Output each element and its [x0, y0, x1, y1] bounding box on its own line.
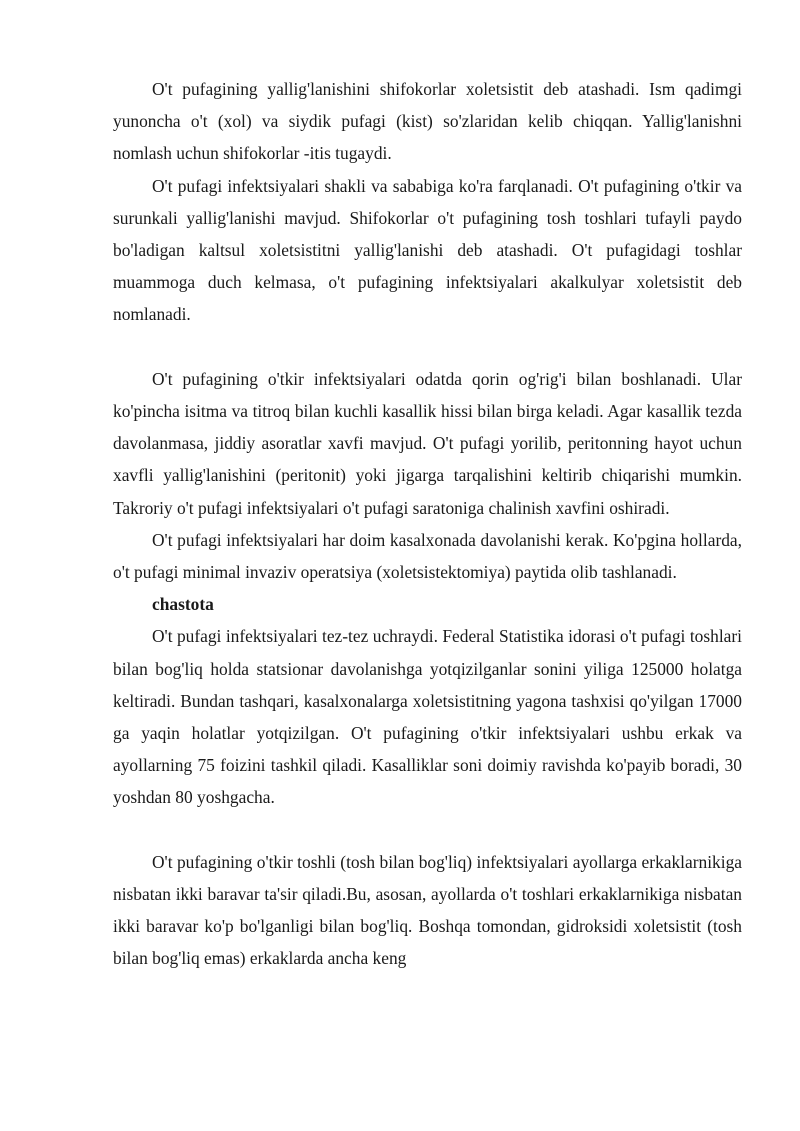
paragraph-gender: O't pufagining o'tkir toshli (tosh bilan bog'liq) infektsiyalari ayollarga erkaklarnikiga nisbatan ikki baravar ta'sir qiladi.Bu, asosan, ayollarda o't toshlari erkaklarnikiga nisbatan ikki baravar ko'p bo'lganligi bilan bog'liq. Boshqa tomondan, gidroksidi xoletsistit (tosh bilan bog'liq emas) erkaklarda ancha keng	[113, 851, 742, 969]
document-page	[113, 73, 742, 975]
paragraph-intro: O't pufagining yallig'lanishini shifokorlar xoletsistit deb atashadi. Ism qadimgi yunoncha o't (xol) va siydik pufagi (kist) so'zlaridan kelib chiqqan. Yallig'lanishni nomlash uchun shifokorlar -itis tugaydi.	[113, 79, 742, 164]
blank-line	[113, 331, 742, 363]
paragraph-treatment: O't pufagi infektsiyalari har doim kasalxonada davolanishi kerak. Ko'pgina hollarda, o't pufagi minimal invaziv operatsiya (xoletsistektomiya) paytida olib tashlanadi.	[113, 529, 742, 583]
paragraph-symptoms: O't pufagining o'tkir infektsiyalari odatda qorin og'rig'i bilan boshlanadi. Ular ko'pincha isitma va titroq bilan kuchli kasallik hissi bilan birga keladi. Agar kasallik tezda davolanmasa, jiddiy asoratlar xavfi mavjud. O't pufagi yorilib, peritonning hayot uchun xavfli yallig'lanishini (peritonit) yoki jigarga tarqalishini keltirib chiqarishi mumkin. Takroriy o't pufagi infektsiyalari o't pufagi saratoniga chalinish xavfini oshiradi.	[113, 368, 742, 518]
section-heading: chastota	[152, 594, 214, 615]
paragraph-types: O't pufagi infektsiyalari shakli va sababiga ko'ra farqlanadi. O't pufagining o'tkir va surunkali yallig'lanishi mavjud. Shifokorlar o't pufagining tosh toshlari tufayli paydo bo'ladigan kaltsul xoletsistitni yallig'lanishi deb atashadi. O't pufagidagi toshlar muammoga duch kelmasa, o't pufagining infektsiyalari akalkulyar xoletsistit deb nomlanadi.	[113, 175, 742, 325]
paragraph-frequency: O't pufagi infektsiyalari tez-tez uchraydi. Federal Statistika idorasi o't pufagi toshlari bilan bog'liq holda statsionar davolanishga yotqizilganlar sonini yiliga 125000 holatga keltiradi. Bundan tashqari, kasalxonalarga xoletsistitning yagona tashxisi qo'yilgan 17000 ga yaqin holatlar yotqizilgan. O't pufagining o'tkir infektsiyalari ushbu erkak va ayollarning 75 foizini tashkil qiladi. Kasalliklar soni doimiy ravishda ko'payib boradi, 30 yoshdan 80 yoshgacha.	[113, 626, 742, 808]
blank-line	[113, 814, 742, 846]
